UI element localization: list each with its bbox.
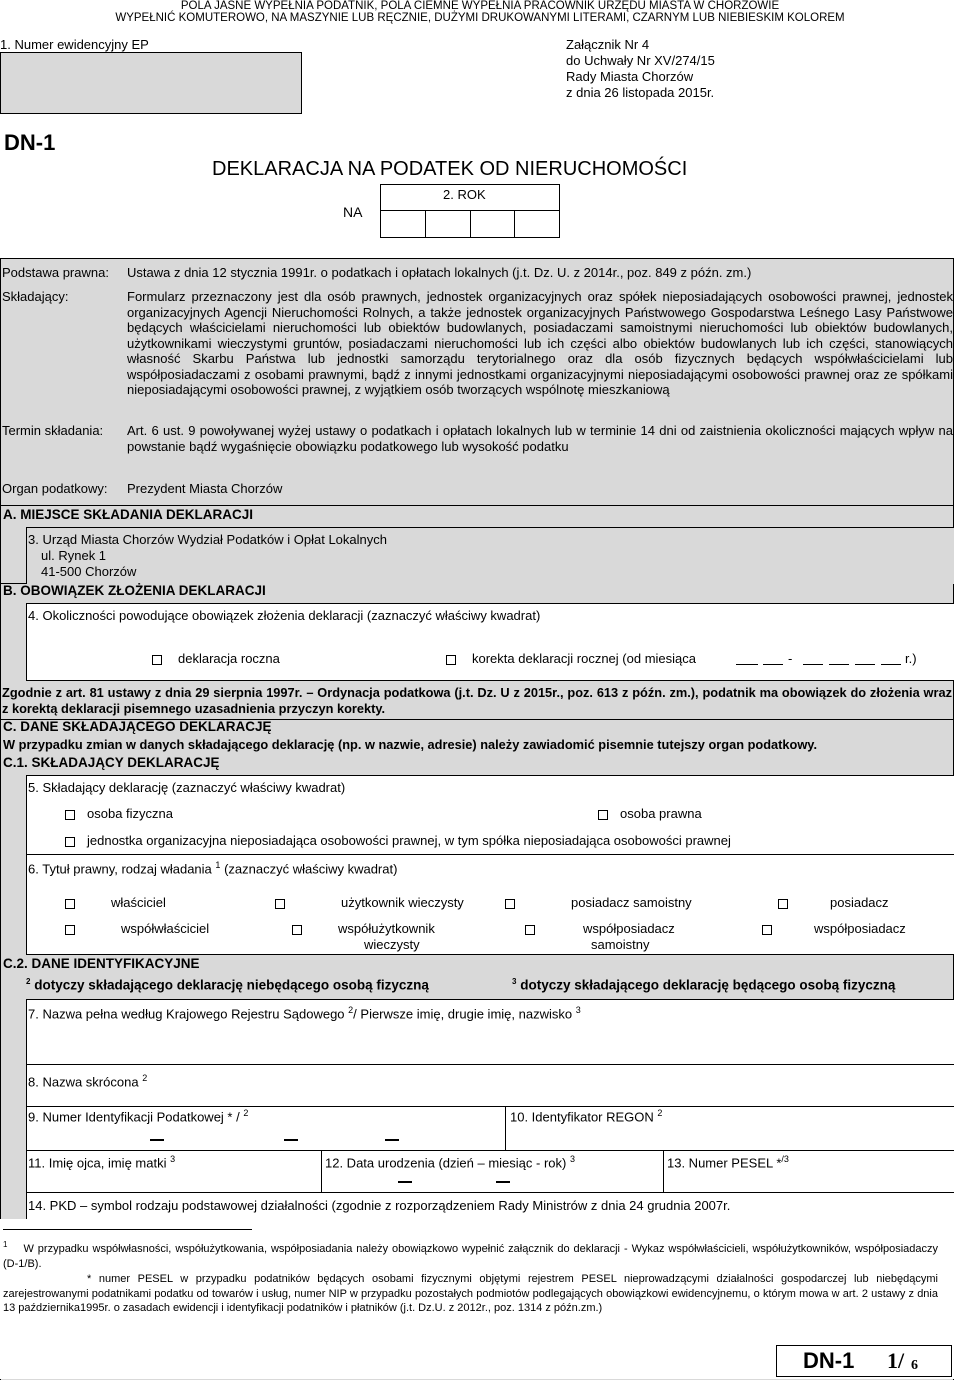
section-c-note: W przypadku zmian w danych składającego deklarację (np. w nazwie, adresie) należy zawiadomić pisemnie tutejszy organ podatkowy.: [3, 737, 818, 752]
checkbox-co-holder-2[interactable]: [762, 925, 772, 935]
f6-co-holder-2-label: współposiadacz: [814, 921, 906, 936]
opt-correction-label: korekta deklaracji rocznej (od miesiąca: [472, 651, 696, 666]
field13-label: [667, 1154, 789, 1170]
form-code: DN-1: [4, 130, 56, 155]
section-c2-title: C.2. DANE IDENTYFIKACYJNE: [3, 956, 200, 971]
checkbox-owner[interactable]: [65, 899, 75, 909]
year-digit-4[interactable]: [515, 210, 559, 237]
year-digit-1[interactable]: [381, 210, 426, 237]
f6-co-holder[interactable]: [525, 921, 675, 936]
field1-label: 1. Numer ewidencyjny EP: [0, 37, 149, 52]
checkbox-co-holder[interactable]: [525, 925, 535, 935]
year-prefix: NA: [343, 204, 363, 220]
f6-perpetual-user-label: użytkownik wieczysty: [341, 895, 464, 910]
field10-text: 10. Identyfikator REGON: [510, 1109, 654, 1125]
checkbox-co-user[interactable]: [292, 925, 302, 935]
f6-independent-holder-label: posiadacz samoistny: [571, 895, 692, 910]
footnote-2: * numer PESEL w przypadku podatników będących osobami fizycznymi objętymi rejestrem PESEL nieprowadzącymi działalności gospodarczej lub niebędącymi zarejestrowanymi podatnikami podatku od towarów i usług, numer NIP w przypadku pozostałych podmiotów podlegających obowiązkowi ewidencyjnemu, o którym mowa w art. 2 ustawy z dnia 13 października1995r. o zasadach ewidencji i identyfikacji podatników i płatników (j.t. Dz.U. z 2012r., poz. 1314 z późn.zm.): [3, 1273, 938, 1314]
field8-text: 8. Nazwa skrócona: [28, 1074, 139, 1090]
month-blank-1[interactable]: [736, 664, 758, 665]
submitter-label: Składający:: [2, 289, 69, 304]
basis-text: Ustawa z dnia 12 stycznia 1991r. o podatkach i opłatach lokalnych (j.t. Dz. U. z 2014r., poz. 849 z późn. zm.): [127, 265, 752, 280]
month-blank-3[interactable]: [803, 664, 823, 665]
f6-owner-label: właściciel: [111, 895, 166, 910]
page-badge-code: DN-1: [803, 1348, 855, 1373]
field5-label: 5. Składający deklarację (zaznaczyć właściwy kwadrat): [28, 780, 346, 795]
annex-block: [566, 37, 715, 101]
checkbox-org-unit[interactable]: [65, 837, 75, 847]
header-line1: POLA JASNE WYPEŁNIA PODATNIK, POLA CIEMNE WYPEŁNIA PRACOWNIK URZĘDU MIASTA W CHORZOWIE: [180, 0, 780, 12]
opt-correction-end: r.): [905, 651, 917, 666]
date-separator-1: [398, 1181, 412, 1183]
f6-co-user[interactable]: [292, 921, 435, 936]
f5-natural-person[interactable]: [65, 806, 173, 821]
field9-text: 9. Numer Identyfikacji Podatkowej * /: [28, 1109, 240, 1125]
field12-text: 12. Data urodzenia (dzień – miesiąc - rok): [325, 1155, 567, 1171]
field7-label: [28, 1005, 581, 1021]
checkbox-legal-person[interactable]: [598, 810, 608, 820]
checkbox-natural-person[interactable]: [65, 810, 75, 820]
f5-org-unit-label: jednostka organizacyjna nieposiadająca osobowości prawnej, w tym spółka nieposiadająca osobowości prawnej: [87, 833, 731, 848]
section-c-title: C. DANE SKŁADAJĄCEGO DEKLARACJĘ: [3, 719, 272, 734]
c2-left-text: dotyczy składającego deklarację niebędącego osobą fizyczną: [34, 977, 429, 993]
checkbox-perpetual-user[interactable]: [275, 899, 285, 909]
field6-label: [28, 860, 397, 876]
field9-label: [28, 1108, 248, 1124]
page-badge-page: 1/: [887, 1348, 905, 1373]
c2-right-note: [512, 977, 895, 993]
field13-text: 13. Numer PESEL *: [667, 1155, 782, 1171]
deadline-text: Art. 6 ust. 9 powoływanej wyżej ustawy o podatkach i opłatach lokalnych lub w terminie 14 dni od zaistnienia okoliczności mających wpływ na powstanie bądź wygaśnięcie obowiązku podatkowego lub wysokość podatku: [127, 423, 953, 454]
field6-end: (zaznaczyć właściwy kwadrat): [224, 861, 398, 877]
f5-legal-person[interactable]: [598, 806, 702, 821]
checkbox-co-owner[interactable]: [65, 925, 75, 935]
f6-perpetual-user[interactable]: [275, 895, 464, 910]
submitter-text: Formularz przeznaczony jest dla osób prawnych, jednostek organizacyjnych oraz spółek nieposiadających osobowości prawnej, jednostek organizacyjnych Agencji Nieruchomości Rolnych, a także jednostek organizacyjnych Państwowego Gospodarstwa Leśnego Lasy Państwowe będących właścicielami nieruchomości lub obiektów budowlanych, posiadaczami samoistnymi nieruchomości lub obiektów budowlanych, użytkownikami wieczystymi gruntów, posiadaczami nieruchomości lub ich części albo obiektów budowlanych lub ich części, stanowiących własność Skarbu Państwa lub jednostki samorządu terytorialnego oraz dla osób fizycznych będących współwłaścicielami lub współposiadaczami z osobami prawnymi, bądź z innymi jednostkami organizacyjnymi nieposiadającymi osobowości prawnej oraz ze spółkami nieposiadającymi osobowości prawnej, z wyjątkiem osób tworzących wspólnotę mieszkaniową: [127, 289, 953, 397]
footnote-1-num: 1: [3, 1240, 8, 1249]
f6-co-holder-label-2: samoistny: [591, 937, 650, 952]
nip-separator-1: [150, 1139, 164, 1141]
office-street: ul. Rynek 1: [41, 548, 107, 563]
year-digit-2[interactable]: [426, 210, 471, 237]
field7-mid: / Pierwsze imię, drugie imię, nazwisko: [353, 1006, 573, 1022]
c2-right-sup: 3: [512, 977, 517, 986]
field11-label: [28, 1154, 175, 1170]
field9-sup: 2: [243, 1108, 249, 1118]
office-postal: 41-500 Chorzów: [41, 564, 137, 579]
section-a-address: [28, 532, 387, 580]
field12-label: [325, 1154, 575, 1170]
field10-sup: 2: [657, 1108, 663, 1118]
footnote-1-text: W przypadku współwłasności, współużytkowania, współposiadania należy obowiązkowo wypełnić załącznik do deklaracji - Wykaz współwłaścicieli, współużytkowników, współposiadaczy (D-1/B).: [3, 1242, 938, 1270]
section-b-title: B. OBOWIĄZEK ZŁOŻENIA DEKLARACJI: [3, 583, 266, 598]
field7-sup2: 3: [575, 1005, 581, 1015]
opt-annual[interactable]: [152, 651, 280, 666]
field8-label: [28, 1073, 147, 1089]
f6-co-user-label: współużytkownik: [338, 921, 435, 936]
opt-correction[interactable]: [446, 651, 696, 666]
f5-legal-person-label: osoba prawna: [620, 806, 702, 821]
f6-independent-holder[interactable]: [505, 895, 692, 910]
footnote-1: [3, 1237, 938, 1272]
field7-text: 7. Nazwa pełna według Krajowego Rejestru Sądowego: [28, 1006, 345, 1022]
nip-separator-2: [284, 1139, 298, 1141]
office-name: 3. Urząd Miasta Chorzów Wydział Podatków i Opłat Lokalnych: [28, 532, 387, 547]
f6-owner[interactable]: [65, 895, 166, 910]
f6-co-user-label-2: wieczysty: [364, 937, 420, 952]
annex-line2: do Uchwały Nr XV/274/15: [566, 53, 715, 68]
checkbox-independent-holder[interactable]: [505, 899, 515, 909]
annex-line1: Załącznik Nr 4: [566, 37, 650, 52]
field13-sup: /3: [781, 1154, 789, 1164]
year-label: 2. ROK: [443, 187, 486, 202]
c2-left-sup: 2: [26, 977, 31, 986]
month-blank-4[interactable]: [829, 664, 849, 665]
header-line2: WYPEŁNIĆ KOMUTEROWO, NA MASZYNIE LUB RĘCZNIE, DUŻYMI DRUKOWANYMI LITERAMI, CZARNYM LUB NIEBIESKIM KOLOREM: [115, 12, 845, 24]
nip-separator-3: [385, 1139, 399, 1141]
f5-org-unit[interactable]: [65, 833, 731, 848]
month-blank-5[interactable]: [855, 664, 875, 665]
f6-co-owner-label: współwłaściciel: [121, 921, 210, 936]
page-badge: [776, 1345, 952, 1377]
field7-sup1: 2: [348, 1005, 354, 1015]
field8-sup: 2: [142, 1073, 148, 1083]
checkbox-annual[interactable]: [152, 655, 162, 665]
f6-co-holder-label: współposiadacz: [583, 921, 675, 936]
c2-right-text: dotyczy składającego deklarację będącego osobą fizyczną: [520, 977, 896, 993]
form-title: DEKLARACJA NA PODATEK OD NIERUCHOMOŚCI: [212, 158, 688, 180]
page-badge-total: 6: [911, 1358, 918, 1373]
month-blank-6[interactable]: [881, 664, 901, 665]
field10-label: [510, 1108, 662, 1124]
field8-box[interactable]: [26, 1065, 954, 1107]
field6-text: 6. Tytuł prawny, rodzaj władania: [28, 861, 212, 877]
basis-label: Podstawa prawna:: [2, 265, 109, 280]
annex-line4: z dnia 26 listopada 2015r.: [566, 85, 715, 100]
year-cells[interactable]: [381, 210, 559, 237]
field1-input[interactable]: [0, 52, 302, 114]
f5-natural-person-label: osoba fizyczna: [87, 806, 173, 821]
f6-co-owner[interactable]: [65, 921, 209, 936]
f6-holder[interactable]: [778, 895, 889, 910]
month-blank-2[interactable]: [763, 664, 783, 665]
field12-sup: 3: [569, 1154, 575, 1164]
year-digit-3[interactable]: [471, 210, 516, 237]
deadline-label: Termin składania:: [2, 423, 104, 438]
checkbox-correction[interactable]: [446, 655, 456, 665]
section-b-note: Zgodnie z art. 81 ustawy z dnia 29 sierpnia 1997r. – Ordynacja podatkowa (j.t. Dz. U z 2015r., poz. 613 z późn. zm.), podatnik ma obowiązek do złożenia wraz z korektą deklaracji pisemnego uzasadnienia przyczyn korekty.: [2, 685, 952, 716]
organ-text: Prezydent Miasta Chorzów: [127, 481, 283, 496]
f6-co-holder-2[interactable]: [762, 921, 906, 936]
annex-line3: Rady Miasta Chorzów: [566, 69, 694, 84]
field4-label: 4. Okoliczności powodujące obowiązek złożenia deklaracji (zaznaczyć właściwy kwadrat): [28, 608, 541, 623]
field11-sup: 3: [170, 1154, 176, 1164]
opt-annual-label: deklaracja roczna: [178, 651, 280, 666]
c2-left-note: [26, 977, 429, 993]
field11-text: 11. Imię ojca, imię matki: [28, 1155, 167, 1171]
footnote-separator: [3, 1229, 252, 1230]
organ-label: Organ podatkowy:: [2, 481, 108, 496]
section-a-title: A. MIEJSCE SKŁADANIA DEKLARACJI: [3, 507, 254, 522]
section-c1-title: C.1. SKŁADAJĄCY DEKLARACJĘ: [3, 755, 220, 770]
field6-sup: 1: [215, 860, 221, 870]
date-separator-2: [496, 1181, 510, 1183]
field14-label: 14. PKD – symbol rodzaju podstawowej działalności (zgodnie z rozporządzeniem Rady Ministrów z dnia 24 grudnia 2007r.: [28, 1198, 731, 1213]
f6-holder-label: posiadacz: [830, 895, 889, 910]
opt-correction-dash: -: [788, 651, 793, 666]
checkbox-holder[interactable]: [778, 899, 788, 909]
